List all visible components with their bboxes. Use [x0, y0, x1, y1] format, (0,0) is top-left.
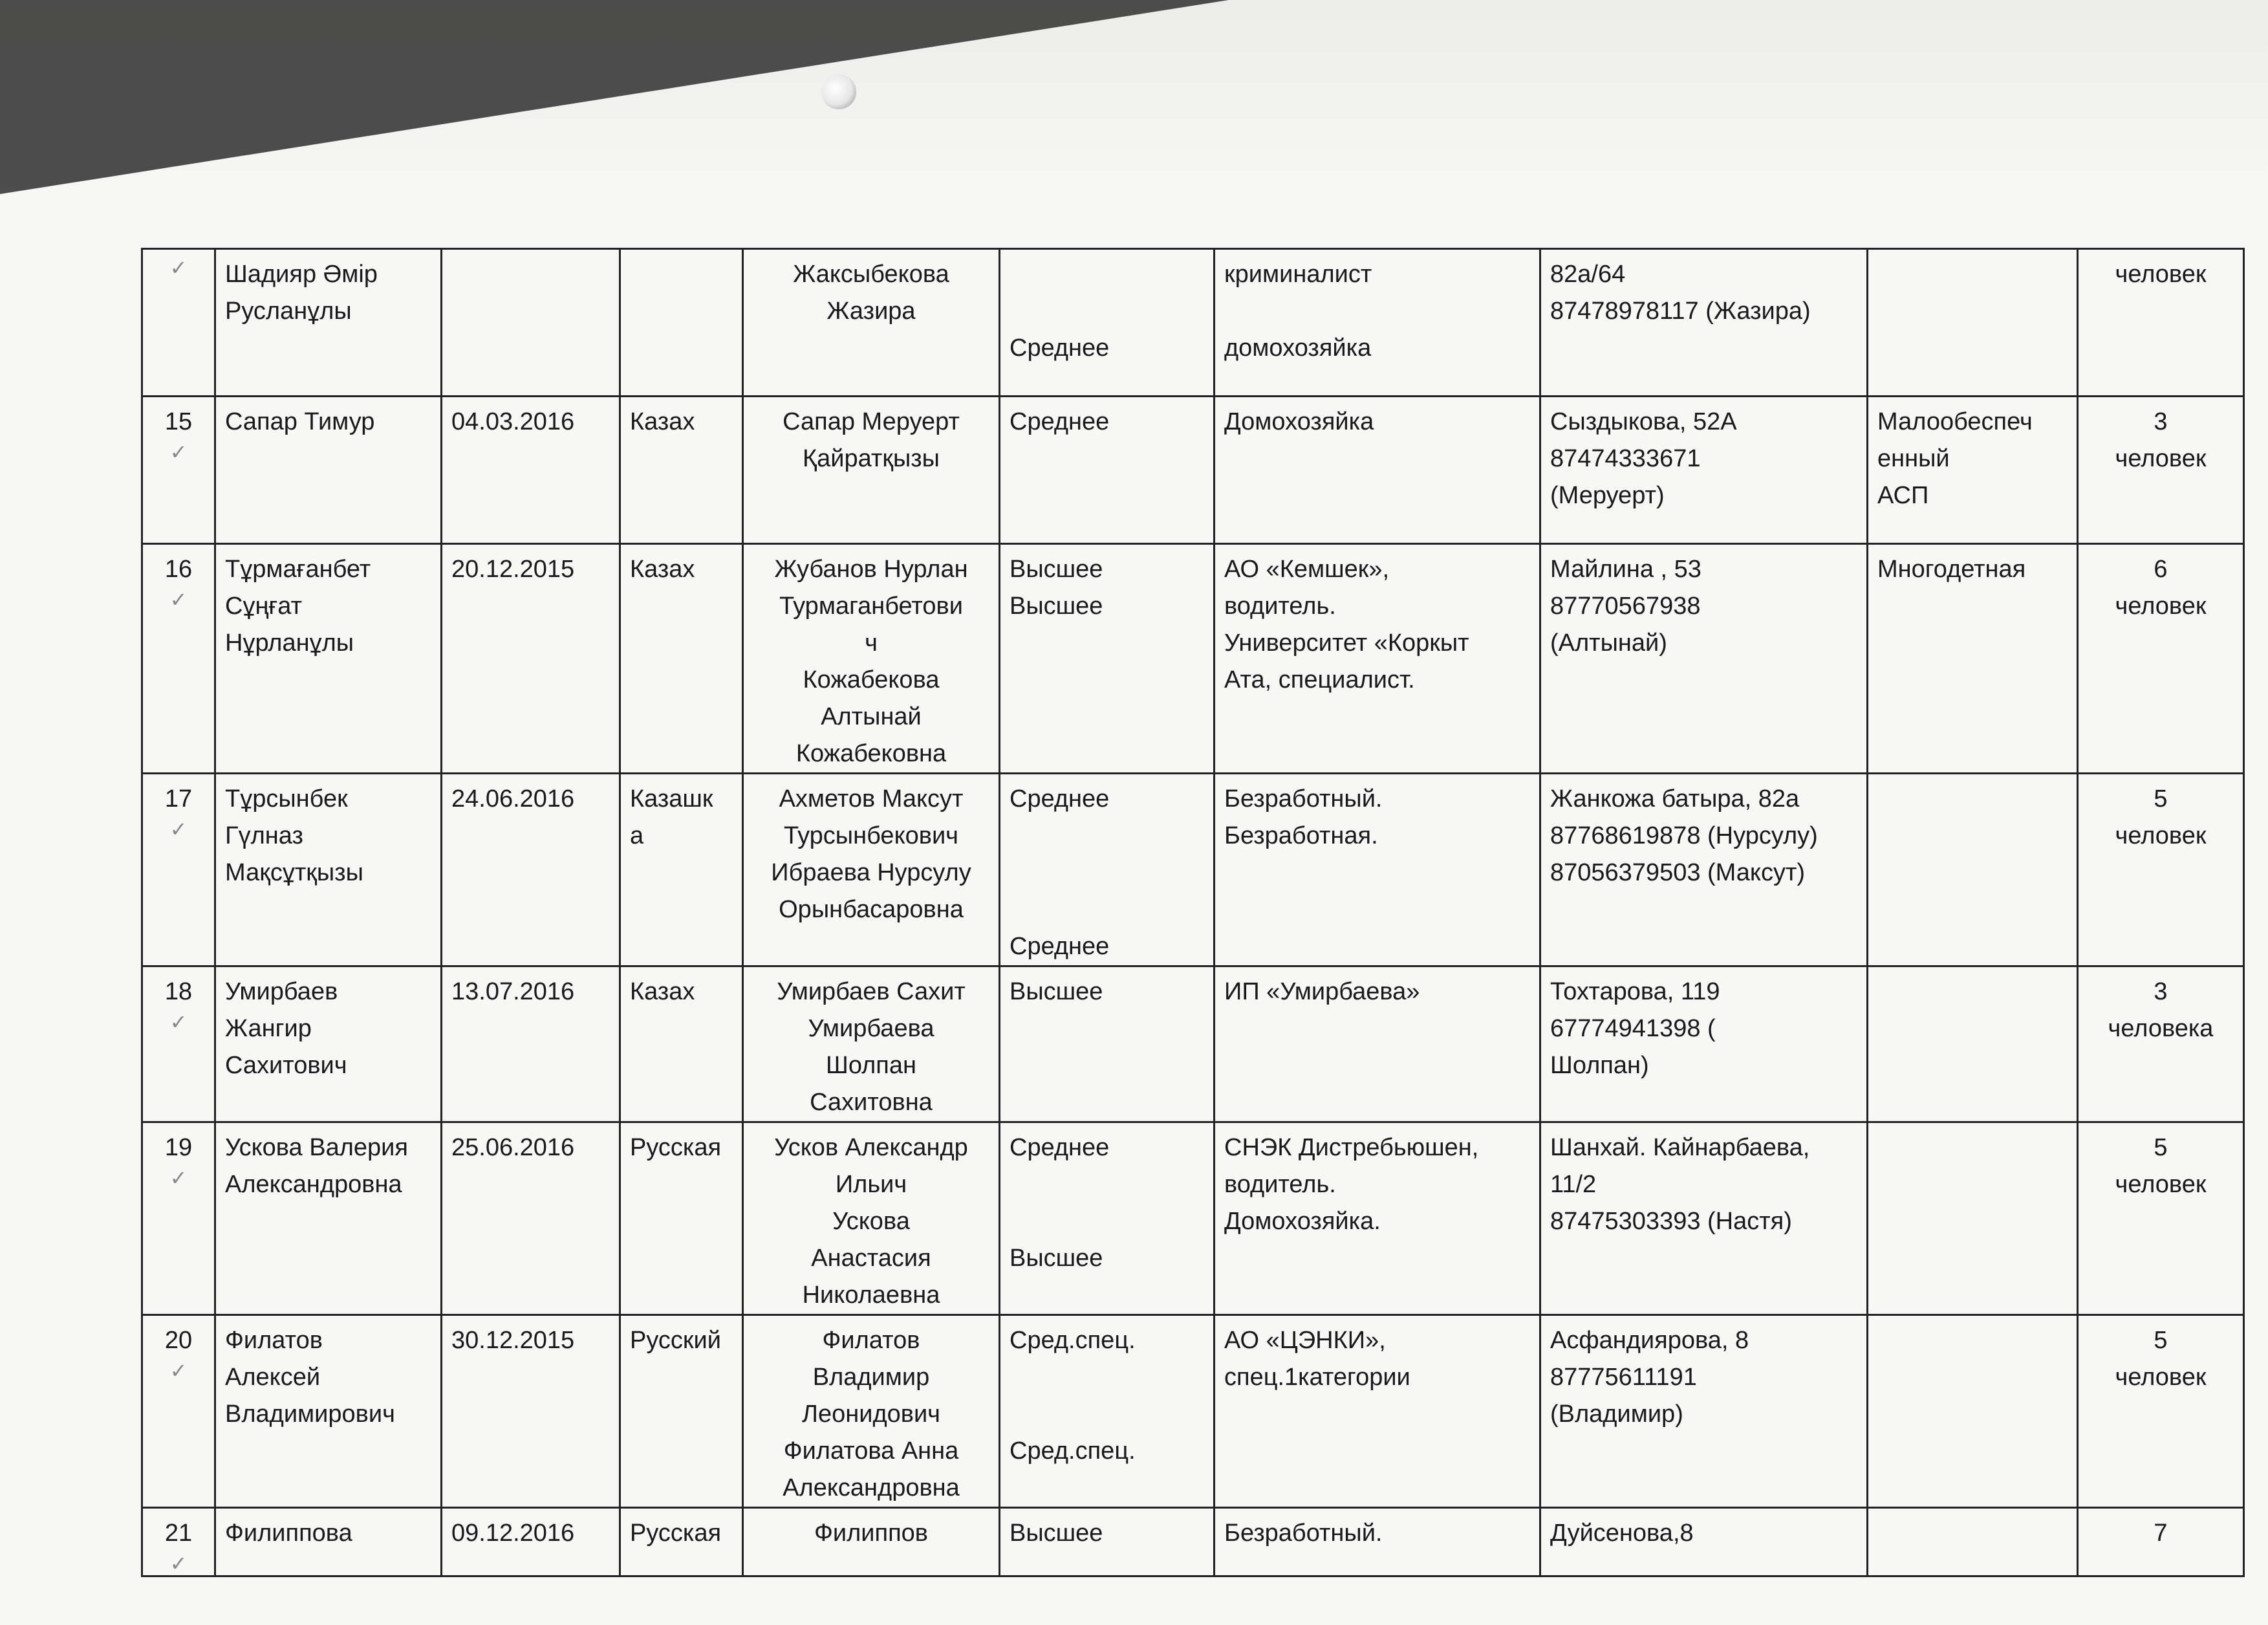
status-cell — [1868, 1315, 2078, 1508]
row-number: 21 — [164, 1520, 193, 1547]
family-size-cell — [2078, 966, 2244, 1122]
family-size: 5 человек — [2115, 1327, 2207, 1391]
work-cell — [1215, 1122, 1540, 1315]
row-number-cell — [142, 1122, 215, 1315]
birth-date-cell — [442, 1315, 620, 1508]
parents-names: Филатов Владимир Леонидович Филатова Анна Александровна — [783, 1327, 960, 1501]
parents-names: Ахметов Максут Турсынбекович Ибраева Нурсулу Орынбасаровна — [771, 785, 971, 923]
status-cell — [1868, 1122, 2078, 1315]
child-name-cell — [215, 1315, 442, 1508]
parents-cell — [743, 1122, 1000, 1315]
child-name-cell — [215, 1508, 442, 1576]
birth-date-cell — [442, 544, 620, 774]
family-size: 3 человека — [2108, 978, 2214, 1042]
nationality-cell — [620, 1122, 743, 1315]
nationality: Казашк а — [630, 785, 713, 849]
address-phone: Асфандиярова, 8 87775611191 (Владимир) — [1550, 1327, 1749, 1428]
row-number-cell — [142, 544, 215, 774]
family-size-cell — [2078, 1508, 2244, 1576]
education: Среднее — [1010, 408, 1110, 435]
birth-date: 20.12.2015 — [451, 556, 575, 583]
table-row — [142, 1122, 2244, 1315]
workplace: Безработный. — [1224, 1520, 1383, 1547]
birth-date: 09.12.2016 — [451, 1520, 575, 1547]
birth-date: 24.06.2016 — [451, 785, 575, 812]
education-cell — [1000, 1315, 1215, 1508]
address-phone: Дуйсенова,8 — [1550, 1520, 1694, 1547]
family-size-cell — [2078, 774, 2244, 966]
parents-cell — [743, 1315, 1000, 1508]
parents-names: Умирбаев Сахит Умирбаева Шолпан Сахитовна — [777, 978, 966, 1116]
work-cell — [1215, 1508, 1540, 1576]
row-number: 15 — [164, 408, 193, 435]
punch-hole — [821, 74, 856, 109]
birth-date: 04.03.2016 — [451, 408, 575, 435]
family-size: 6 человек — [2115, 556, 2207, 620]
table-row — [142, 1315, 2244, 1508]
education-cell — [1000, 1122, 1215, 1315]
education: Среднее Среднее — [1010, 785, 1110, 960]
child-name: Сапар Тимур — [225, 408, 375, 435]
checkmark-icon: ✓ — [169, 1166, 188, 1190]
table-row — [142, 397, 2244, 544]
birth-date-cell — [442, 1508, 620, 1576]
education-cell — [1000, 249, 1215, 397]
table-row — [142, 966, 2244, 1122]
nationality-cell — [620, 1315, 743, 1508]
nationality: Русская — [630, 1134, 722, 1161]
birth-date: 25.06.2016 — [451, 1134, 575, 1161]
education-cell — [1000, 774, 1215, 966]
status-cell — [1868, 966, 2078, 1122]
row-number-cell — [142, 1508, 215, 1576]
workplace: криминалист домохозяйка — [1224, 261, 1372, 362]
work-cell — [1215, 1315, 1540, 1508]
parents-names: Усков Александр Ильич Ускова Анастасия Николаевна — [774, 1134, 968, 1309]
child-name-cell — [215, 966, 442, 1122]
nationality: Русский — [630, 1327, 721, 1354]
checkmark-icon: ✓ — [169, 441, 188, 464]
parents-names: Жубанов Нурлан Турмаганбетови ч Кожабекова Алтынай Кожабековна — [774, 556, 968, 767]
child-name-cell — [215, 774, 442, 966]
checkmark-icon: ✓ — [169, 818, 188, 841]
education-cell — [1000, 966, 1215, 1122]
address-phone: 82а/64 87478978117 (Жазира) — [1550, 261, 1811, 325]
work-cell — [1215, 544, 1540, 774]
address-cell — [1540, 544, 1868, 774]
birth-date-cell — [442, 1122, 620, 1315]
education: Высшее — [1010, 1520, 1103, 1547]
status-cell — [1868, 544, 2078, 774]
status-cell — [1868, 774, 2078, 966]
work-cell — [1215, 249, 1540, 397]
address-cell — [1540, 1315, 1868, 1508]
work-cell — [1215, 774, 1540, 966]
address-cell — [1540, 1122, 1868, 1315]
birth-date-cell — [442, 249, 620, 397]
address-phone: Сыздыкова, 52А 87474333671 (Меруерт) — [1550, 408, 1737, 509]
nationality-cell — [620, 397, 743, 544]
parents-cell — [743, 397, 1000, 544]
row-number: 19 — [164, 1134, 193, 1161]
status-cell — [1868, 397, 2078, 544]
workplace: АО «Кемшек», водитель. Университет «Коркыт Ата, специалист. — [1224, 556, 1469, 693]
family-size-cell — [2078, 544, 2244, 774]
workplace: Домохозяйка — [1224, 408, 1374, 435]
nationality: Казах — [630, 978, 695, 1005]
family-size: 5 человек — [2115, 1134, 2207, 1198]
checkmark-icon: ✓ — [169, 1010, 188, 1034]
family-size: 7 — [2154, 1520, 2168, 1547]
children-table — [141, 248, 2245, 1577]
birth-date-cell — [442, 966, 620, 1122]
child-name: Филатов Алексей Владимирович — [225, 1327, 395, 1428]
row-number-cell — [142, 397, 215, 544]
checkmark-icon: ✓ — [169, 256, 188, 279]
education-cell — [1000, 544, 1215, 774]
family-status: Малообеспеч енный АСП — [1877, 408, 2033, 509]
nationality: Русская — [630, 1520, 722, 1547]
education: Высшее — [1010, 978, 1103, 1005]
table-row — [142, 774, 2244, 966]
workplace: АО «ЦЭНКИ», спец.1категории — [1224, 1327, 1410, 1391]
child-name: Тұрсынбек Гүлназ Мақсұтқызы — [225, 785, 363, 886]
parents-cell — [743, 1508, 1000, 1576]
family-size: 3 человек — [2115, 408, 2207, 472]
family-size: человек — [2115, 261, 2207, 288]
child-name: Ускова Валерия Александровна — [225, 1134, 408, 1198]
row-number: 18 — [164, 978, 193, 1005]
family-size-cell — [2078, 397, 2244, 544]
birth-date: 30.12.2015 — [451, 1327, 575, 1354]
folded-corner — [0, 0, 1229, 194]
child-name: Умирбаев Жангир Сахитович — [225, 978, 347, 1079]
birth-date: 13.07.2016 — [451, 978, 575, 1005]
nationality-cell — [620, 249, 743, 397]
parents-names: Филиппов — [814, 1520, 928, 1547]
nationality-cell — [620, 774, 743, 966]
address-cell — [1540, 774, 1868, 966]
row-number: 20 — [164, 1327, 193, 1354]
address-cell — [1540, 1508, 1868, 1576]
family-size-cell — [2078, 1315, 2244, 1508]
checkmark-icon: ✓ — [169, 1552, 188, 1575]
nationality-cell — [620, 544, 743, 774]
child-name: Тұрмағанбет Сұңғат Нұрланұлы — [225, 556, 371, 657]
status-cell — [1868, 1508, 2078, 1576]
checkmark-icon: ✓ — [169, 1359, 188, 1382]
education: Среднее Высшее — [1010, 1134, 1110, 1272]
birth-date-cell — [442, 397, 620, 544]
family-size-cell — [2078, 249, 2244, 397]
workplace: Безработный. Безработная. — [1224, 785, 1383, 849]
row-number-cell — [142, 249, 215, 397]
nationality: Казах — [630, 556, 695, 583]
family-size: 5 человек — [2115, 785, 2207, 849]
parents-cell — [743, 544, 1000, 774]
child-name-cell — [215, 544, 442, 774]
table-row — [142, 544, 2244, 774]
parents-names: Сапар Меруерт Қайратқызы — [783, 408, 960, 472]
family-status: Многодетная — [1877, 556, 2026, 583]
education: Высшее Высшее — [1010, 556, 1103, 620]
row-number-cell — [142, 774, 215, 966]
address-phone: Жанкожа батыра, 82а 87768619878 (Нурсулу) 87056379503 (Максут) — [1550, 785, 1818, 886]
family-size-cell — [2078, 1122, 2244, 1315]
workplace: ИП «Умирбаева» — [1224, 978, 1420, 1005]
child-name-cell — [215, 397, 442, 544]
table-row — [142, 1508, 2244, 1576]
child-name-cell — [215, 249, 442, 397]
nationality-cell — [620, 966, 743, 1122]
nationality-cell — [620, 1508, 743, 1576]
parents-names: Жаксыбекова Жазира — [793, 261, 949, 325]
parents-cell — [743, 249, 1000, 397]
parents-cell — [743, 966, 1000, 1122]
education-cell — [1000, 397, 1215, 544]
education: Среднее — [1010, 334, 1110, 362]
workplace: СНЭК Дистребьюшен, водитель. Домохозяйка. — [1224, 1134, 1479, 1235]
address-phone: Шанхай. Кайнарбаева, 11/2 87475303393 (Настя) — [1550, 1134, 1810, 1235]
parents-cell — [743, 774, 1000, 966]
nationality: Казах — [630, 408, 695, 435]
address-cell — [1540, 397, 1868, 544]
status-cell — [1868, 249, 2078, 397]
row-number: 17 — [164, 785, 193, 812]
address-phone: Майлина , 53 87770567938 (Алтынай) — [1550, 556, 1701, 657]
address-cell — [1540, 966, 1868, 1122]
address-cell — [1540, 249, 1868, 397]
child-name: Шадияр Әмір Русланұлы — [225, 261, 378, 325]
address-phone: Тохтарова, 119 67774941398 ( Шолпан) — [1550, 978, 1720, 1079]
work-cell — [1215, 397, 1540, 544]
row-number-cell — [142, 966, 215, 1122]
child-name: Филиппова — [225, 1520, 352, 1547]
education: Сред.спец. Сред.спец. — [1010, 1327, 1136, 1465]
child-name-cell — [215, 1122, 442, 1315]
checkmark-icon: ✓ — [169, 588, 188, 611]
work-cell — [1215, 966, 1540, 1122]
education-cell — [1000, 1508, 1215, 1576]
table-row — [142, 249, 2244, 397]
birth-date-cell — [442, 774, 620, 966]
row-number-cell — [142, 1315, 215, 1508]
row-number: 16 — [164, 556, 193, 583]
